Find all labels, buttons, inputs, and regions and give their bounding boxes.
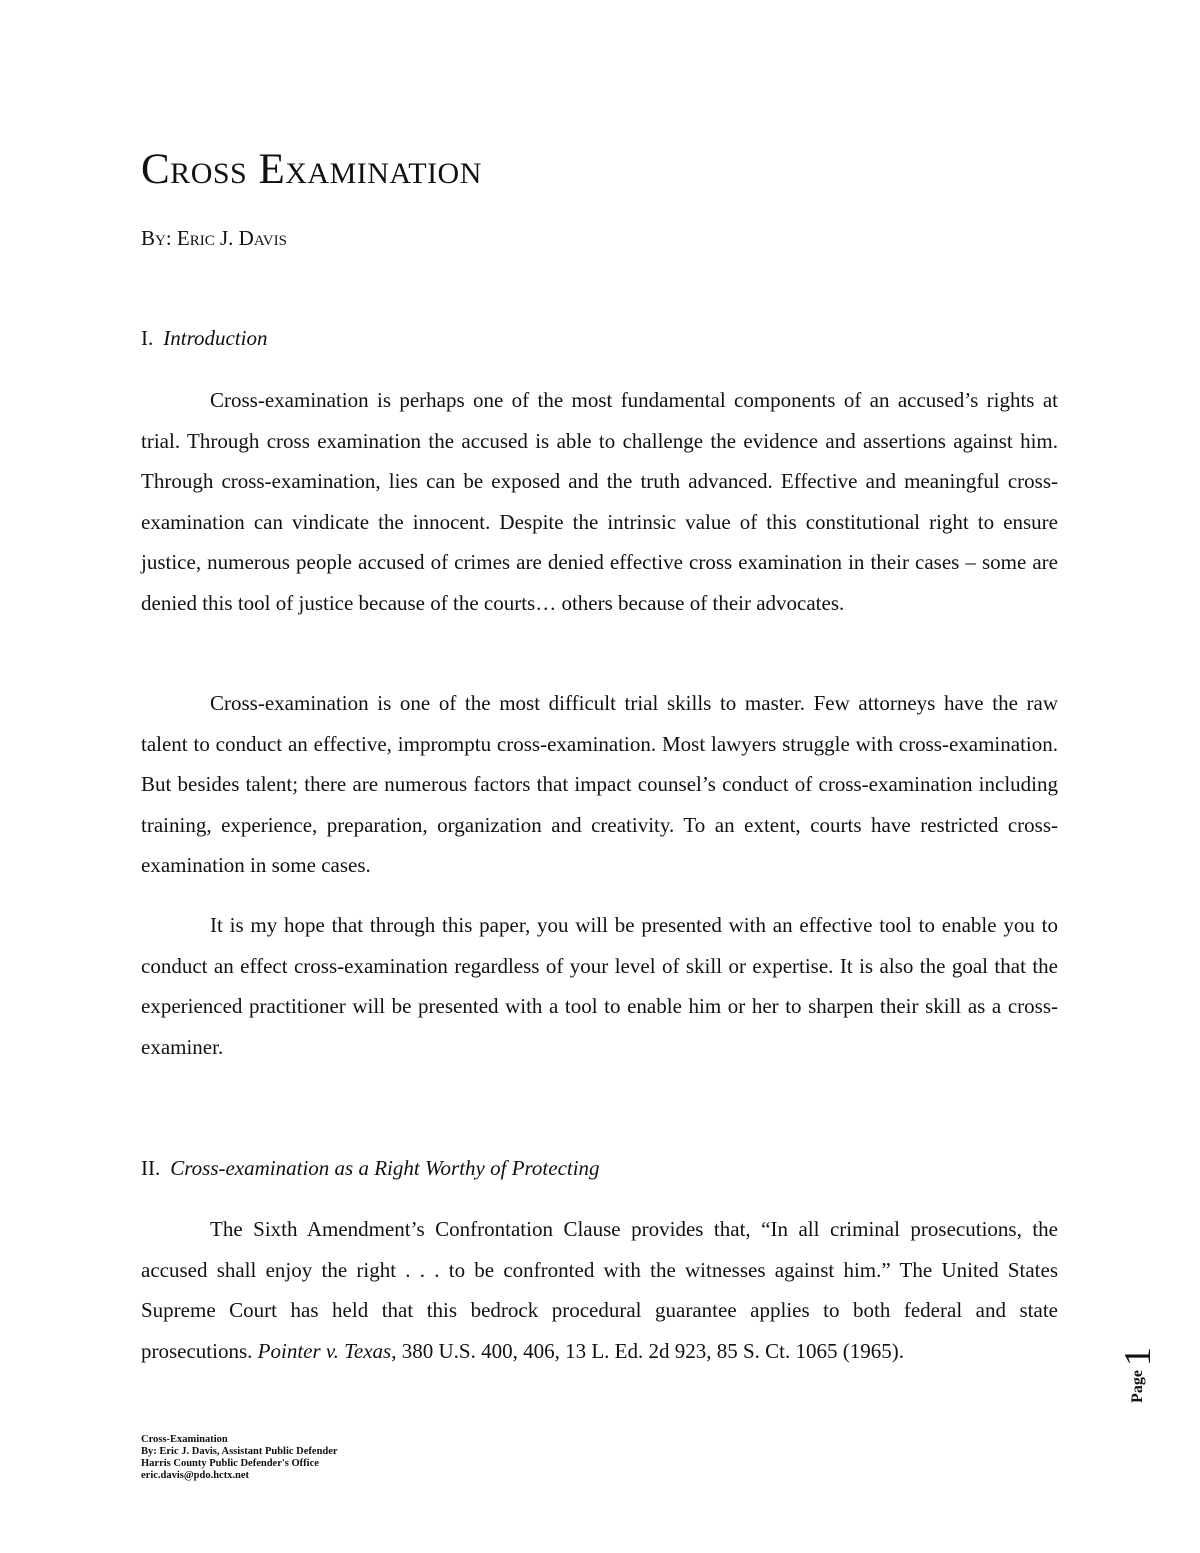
page-number-marker bbox=[1108, 1345, 1168, 1405]
case-citation: , 380 U.S. 400, 406, 13 L. Ed. 2d 923, 85 S. Ct. 1065 (1965). bbox=[391, 1338, 904, 1363]
body-paragraph: Cross-examination is one of the most difficult trial skills to master. Few attorneys have the raw talent to conduct an effective, impromptu cross-examination. Most lawyers struggle with cross-examination. But besides talent; there are numerous factors that impact counsel’s conduct of cross-examination including training, experience, preparation, organization and creativity. To an extent, courts have restricted cross-examination in some cases. bbox=[141, 691, 1058, 877]
page-footer bbox=[141, 1434, 338, 1482]
body-paragraph bbox=[141, 1209, 1058, 1371]
footer-line-title: Cross-Examination bbox=[141, 1434, 228, 1445]
body-paragraph: It is my hope that through this paper, you will be presented with an effective tool to enable you to conduct an effect cross-examination regardless of your level of skill or expertise. It is also the goal that the experienced practitioner will be presented with a tool to enable him or her to sharpen their skill as a cross-examiner. bbox=[141, 913, 1058, 1059]
section-heading-right-worthy-of-protecting bbox=[141, 1156, 600, 1181]
page-number: 1 bbox=[1117, 1347, 1159, 1367]
footer-line-email: eric.davis@pdo.hctx.net bbox=[141, 1470, 250, 1481]
footer-line-office: Harris County Public Defender's Office bbox=[141, 1458, 319, 1469]
section-title: Cross-examination as a Right Worthy of Protecting bbox=[170, 1156, 600, 1180]
section-heading-introduction bbox=[141, 326, 267, 351]
section-number: II. bbox=[141, 1156, 161, 1180]
paragraph-text: The Sixth Amendment’s Confrontation Clause provides that, “In all criminal prosecutions, the accused shall enjoy the right . . . to be confronted with the witnesses against him.” The United States Supreme Court has held that this bedrock procedural guarantee applies to both federal and state prosecutions. bbox=[141, 1217, 1058, 1363]
document-title: Cross Examination bbox=[141, 146, 482, 193]
section-title: Introduction bbox=[163, 326, 268, 350]
case-name: Pointer v. Texas bbox=[257, 1338, 392, 1363]
section-number: I. bbox=[141, 326, 154, 350]
body-paragraph: Cross-examination is perhaps one of the most fundamental components of an accused’s rights at trial. Through cross examination the accused is able to challenge the evidence and assertions against him. Through cross-examination, lies can be exposed and the truth advanced. Effective and meaningful cross-examination can vindicate the innocent. Despite the intrinsic value of this constitutional right to ensure justice, numerous people accused of crimes are denied effective cross examination in their cases – some are denied this tool of justice because of the courts… others because of their advocates. bbox=[141, 388, 1058, 615]
footer-line-author: By: Eric J. Davis, Assistant Public Defender bbox=[141, 1446, 338, 1457]
page-label: Page bbox=[1129, 1370, 1146, 1403]
author-byline: By: Eric J. Davis bbox=[141, 226, 287, 250]
